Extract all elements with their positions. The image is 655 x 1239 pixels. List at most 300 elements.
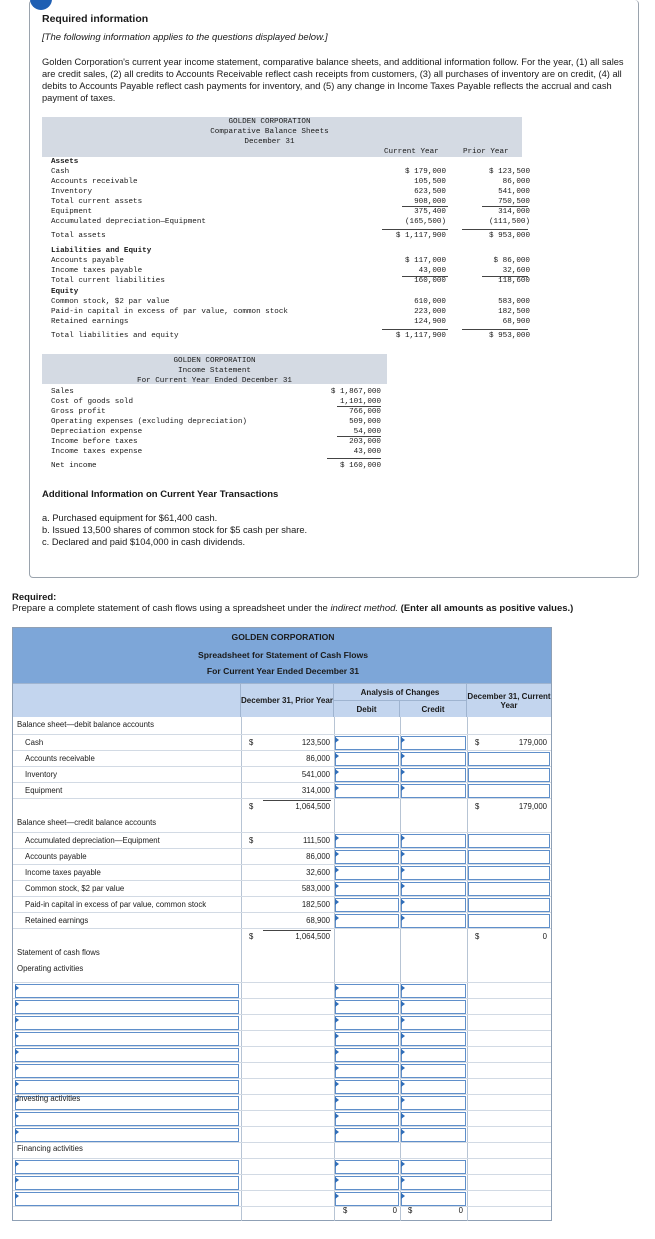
debit-input[interactable]: [335, 784, 399, 798]
input-marker-icon: [335, 1001, 339, 1007]
row-divider: [13, 1030, 551, 1031]
row-divider: [13, 1078, 551, 1079]
input-marker-icon: [335, 1097, 339, 1103]
is-row-label: Cost of goods sold: [51, 398, 134, 406]
input-marker-icon: [15, 1033, 19, 1039]
dollar-sign: $: [249, 932, 254, 941]
is-row-label: Operating expenses (excluding depreciation): [51, 418, 247, 426]
col-head-current: December 31, Current Year: [467, 683, 551, 717]
intro-paragraph: Golden Corporation's current year income statement, comparative balance sheets, and additional information follow. For the year, (1) all sales are credit sales, (2) all credits to Accounts Receivable reflect cash receipts from customers, (3) all purchases of inventory are on credit, (4) all debits to Accounts Payable reflect cash payments for inventory, and (5) any change in Income Taxes Payable reflects the accrual and cash payment of taxes.: [42, 57, 624, 103]
debit-total-prior: 1,064,500: [295, 802, 330, 811]
col-head-analysis: Analysis of Changes: [334, 683, 467, 700]
credit-input[interactable]: [401, 768, 466, 782]
input-marker-icon: [335, 1113, 339, 1119]
credit-input[interactable]: [401, 1032, 466, 1046]
debit-grand-total: 0: [392, 1206, 397, 1215]
debit-input[interactable]: [335, 1112, 399, 1126]
input-marker-icon: [15, 1177, 19, 1183]
debit-input[interactable]: [335, 1048, 399, 1062]
activity-label-input[interactable]: [15, 1048, 239, 1062]
bs-rule: [402, 276, 448, 277]
comparative-balance-sheet: [42, 117, 530, 346]
required-heading: Required:: [12, 592, 57, 603]
credit-row-label: Retained earnings: [25, 916, 89, 925]
col-head-credit: Credit: [400, 700, 467, 717]
input-marker-icon: [401, 1097, 405, 1103]
debit-row-label: Cash: [25, 738, 44, 747]
row-divider: [13, 1190, 551, 1191]
is-row-value: 509,000: [349, 418, 381, 426]
row-divider: [13, 1126, 551, 1127]
is-row-value: 203,000: [349, 438, 381, 446]
input-marker-icon: [15, 1161, 19, 1167]
input-marker-icon: [335, 835, 339, 841]
input-marker-icon: [401, 851, 405, 857]
bs-row-prior: 314,000: [498, 208, 530, 216]
debit-input[interactable]: [335, 752, 399, 766]
bs-equity-label: Common stock, $2 par value: [51, 298, 170, 306]
bs-col-prior: Prior Year: [463, 148, 509, 156]
input-marker-icon: [401, 899, 405, 905]
input-marker-icon: [401, 1193, 405, 1199]
current-year-input[interactable]: [468, 834, 550, 848]
is-row-label: Sales: [51, 388, 74, 396]
financing-heading: Financing activities: [17, 1144, 83, 1153]
credit-input[interactable]: [401, 898, 466, 912]
bs-rule: [482, 276, 528, 277]
credit-row-prior: 182,500: [301, 900, 330, 909]
bs-liab-prior: $ 86,000: [493, 257, 530, 265]
input-marker-icon: [401, 1001, 405, 1007]
bs-equity-label: Paid-in capital in excess of par value, common stock: [51, 308, 288, 316]
dollar-sign: $: [249, 802, 254, 811]
bs-equity-current: 124,900: [414, 318, 446, 326]
dollar-sign: $: [475, 932, 480, 941]
input-marker-icon: [15, 985, 19, 991]
bs-rule: [482, 206, 528, 207]
credit-row-label: Accounts payable: [25, 852, 87, 861]
input-marker-icon: [335, 785, 339, 791]
bs-row-prior: 750,500: [498, 198, 530, 206]
bs-rule: [382, 329, 448, 330]
bs-rule: [462, 229, 528, 230]
input-marker-icon: [401, 737, 405, 743]
input-marker-icon: [401, 1177, 405, 1183]
row-divider: [13, 1174, 551, 1175]
activity-label-input[interactable]: [15, 1080, 239, 1094]
is-row-label: Depreciation expense: [51, 428, 143, 436]
bs-equity-label: Total liabilities and equity: [51, 332, 179, 340]
sheet-period: For Current Year Ended December 31: [206, 666, 360, 676]
input-marker-icon: [15, 1001, 19, 1007]
debit-accounts-heading: Balance sheet—debit balance accounts: [17, 720, 154, 729]
row-divider: [13, 848, 551, 849]
input-marker-icon: [401, 1017, 405, 1023]
bs-row-prior: $ 953,000: [488, 232, 530, 240]
cash-flow-spreadsheet: [12, 627, 552, 1221]
current-year-input[interactable]: [468, 768, 550, 782]
activity-label-input[interactable]: [15, 1064, 239, 1078]
total-rule: [263, 930, 331, 931]
input-marker-icon: [401, 1129, 405, 1135]
row-divider: [13, 1142, 551, 1143]
bs-col-current: Current Year: [384, 148, 439, 156]
sheet-title: Spreadsheet for Statement of Cash Flows: [198, 650, 368, 660]
debit-input[interactable]: [335, 984, 399, 998]
bs-liab-current: $ 117,000: [404, 257, 446, 265]
input-marker-icon: [335, 1161, 339, 1167]
bs-rule: [462, 329, 528, 330]
input-marker-icon: [335, 985, 339, 991]
input-marker-icon: [335, 1033, 339, 1039]
credit-input[interactable]: [401, 1128, 466, 1142]
bs-row-current: 623,500: [414, 188, 446, 196]
input-marker-icon: [401, 753, 405, 759]
activity-label-input[interactable]: [15, 1032, 239, 1046]
input-marker-icon: [401, 1161, 405, 1167]
debit-input[interactable]: [335, 1016, 399, 1030]
is-row-label: Income before taxes: [51, 438, 138, 446]
col-head-debit: Debit: [334, 700, 400, 717]
current-year-input[interactable]: [468, 784, 550, 798]
is-rule: [337, 436, 381, 437]
debit-input[interactable]: [335, 768, 399, 782]
bs-row-label: Cash: [51, 168, 70, 176]
input-marker-icon: [15, 1113, 19, 1119]
is-rule: [337, 406, 381, 407]
credit-row-label: Paid-in capital in excess of par value, common stock: [25, 900, 207, 909]
bs-liab-current: 43,000: [418, 267, 446, 275]
input-marker-icon: [335, 867, 339, 873]
credit-input[interactable]: [401, 784, 466, 798]
debit-input[interactable]: [335, 898, 399, 912]
input-marker-icon: [335, 1065, 339, 1071]
current-year-input[interactable]: [468, 752, 550, 766]
credit-row-label: Accumulated depreciation—Equipment: [25, 836, 160, 845]
dollar-sign: $: [343, 1206, 348, 1215]
credit-input[interactable]: [401, 1176, 466, 1190]
debit-input[interactable]: [335, 1000, 399, 1014]
grid-line: [241, 717, 242, 1221]
row-divider: [13, 1158, 551, 1159]
debit-row-prior: 123,500: [301, 738, 330, 747]
dollar-sign: $: [408, 1206, 413, 1215]
required-info-title: Required information: [42, 13, 149, 25]
credit-accounts-heading: Balance sheet—credit balance accounts: [17, 818, 157, 827]
input-marker-icon: [15, 1129, 19, 1135]
debit-input[interactable]: [335, 1096, 399, 1110]
activity-label-input[interactable]: [15, 1128, 239, 1142]
input-marker-icon: [335, 851, 339, 857]
activity-label-input[interactable]: [15, 1016, 239, 1030]
is-row-label: Gross profit: [51, 408, 106, 416]
bs-liab-prior: 32,600: [502, 267, 530, 275]
required-info-subtitle: [The following information applies to the questions displayed below.]: [42, 32, 328, 43]
bs-row-label: Equipment: [51, 208, 93, 216]
bs-equity-prior: 68,900: [502, 318, 530, 326]
bs-row-current: 375,400: [414, 208, 446, 216]
debit-row-prior: 314,000: [301, 786, 330, 795]
debit-row-label: Inventory: [25, 770, 58, 779]
debit-row-label: Accounts receivable: [25, 754, 95, 763]
is-row-value: $ 160,000: [339, 462, 381, 470]
required-bold: (Enter all amounts as positive values.): [398, 603, 574, 614]
bs-date: December 31: [244, 138, 295, 146]
input-marker-icon: [401, 867, 405, 873]
debit-input[interactable]: [335, 1128, 399, 1142]
credit-input[interactable]: [401, 1048, 466, 1062]
debit-input[interactable]: [335, 1160, 399, 1174]
input-marker-icon: [401, 785, 405, 791]
col-head-prior: December 31, Prior Year: [241, 683, 334, 717]
dollar-sign: $: [475, 802, 480, 811]
bs-row-label: Total assets: [51, 232, 106, 240]
debit-input[interactable]: [335, 1176, 399, 1190]
debit-input[interactable]: [335, 736, 399, 750]
credit-total-current: 0: [542, 932, 547, 941]
activity-label-input[interactable]: [15, 1176, 239, 1190]
credit-row-label: Income taxes payable: [25, 868, 101, 877]
input-marker-icon: [335, 899, 339, 905]
input-marker-icon: [335, 769, 339, 775]
credit-row-prior: 111,500: [302, 836, 330, 845]
additional-info-title: Additional Information on Current Year Transactions: [42, 489, 279, 500]
is-row-value: 1,101,000: [339, 398, 381, 406]
input-marker-icon: [15, 1081, 19, 1087]
credit-row-prior: 86,000: [306, 852, 330, 861]
bs-row-prior: 541,000: [498, 188, 530, 196]
debit-input[interactable]: [335, 882, 399, 896]
current-year-input[interactable]: [468, 898, 550, 912]
credit-input[interactable]: [401, 882, 466, 896]
debit-row-prior: 86,000: [306, 754, 330, 763]
bs-rule: [402, 206, 448, 207]
current-year-input[interactable]: [468, 882, 550, 896]
total-rule: [263, 800, 331, 801]
is-row-value: 54,000: [353, 428, 381, 436]
row-divider: [13, 1110, 551, 1111]
bs-row-prior: (111,500): [488, 218, 530, 226]
bs-equity-current: 223,000: [414, 308, 446, 316]
additional-item-a: a. Purchased equipment for $61,400 cash.: [42, 513, 218, 523]
bs-equity-prior: 583,000: [498, 298, 530, 306]
input-marker-icon: [335, 915, 339, 921]
is-row-label: Income taxes expense: [51, 448, 143, 456]
credit-row-prior: 583,000: [301, 884, 330, 893]
bs-equity-prior: $ 953,000: [488, 332, 530, 340]
row-divider: [13, 832, 551, 833]
dollar-sign: $: [249, 738, 254, 747]
row-divider: [13, 998, 551, 999]
bs-row-prior: 86,000: [502, 178, 530, 186]
row-divider: [13, 766, 551, 767]
debit-total-current: 179,000: [518, 802, 547, 811]
debit-input[interactable]: [335, 1192, 399, 1206]
bs-row-current: 908,000: [414, 198, 446, 206]
credit-input[interactable]: [401, 1112, 466, 1126]
required-information-card: [29, 0, 639, 578]
bs-row-label: Inventory: [51, 188, 93, 196]
is-row-label: Net income: [51, 462, 97, 470]
bs-row-label: Total current assets: [51, 198, 143, 206]
credit-input[interactable]: [401, 752, 466, 766]
is-company: GOLDEN CORPORATION: [173, 357, 256, 365]
input-marker-icon: [335, 1049, 339, 1055]
additional-item-b: b. Issued 13,500 shares of common stock for $5 cash per share.: [42, 525, 308, 535]
credit-input[interactable]: [401, 866, 466, 880]
current-year-input[interactable]: [468, 850, 550, 864]
credit-row-prior: 32,600: [306, 868, 330, 877]
current-year-input[interactable]: [468, 914, 550, 928]
row-divider: [13, 734, 551, 735]
input-marker-icon: [335, 1177, 339, 1183]
row-divider: [13, 782, 551, 783]
investing-heading: Investing activities: [17, 1094, 81, 1103]
row-divider: [13, 928, 551, 929]
credit-input[interactable]: [401, 1016, 466, 1030]
bs-row-current: (165,500): [404, 218, 446, 226]
credit-row-prior: 68,900: [306, 916, 330, 925]
required-instructions: [12, 603, 573, 614]
input-marker-icon: [335, 883, 339, 889]
row-divider: [13, 1206, 551, 1207]
bs-row-label: Accounts receivable: [51, 178, 138, 186]
row-divider: [13, 982, 551, 983]
credit-input[interactable]: [401, 1064, 466, 1078]
credit-total-prior: 1,064,500: [295, 932, 330, 941]
is-rule: [327, 458, 381, 459]
bs-row-label: Accumulated depreciation—Equipment: [51, 218, 206, 226]
bs-equity-current: 610,000: [414, 298, 446, 306]
is-row-value: 766,000: [349, 408, 381, 416]
dollar-sign: $: [475, 738, 480, 747]
row-divider: [13, 1046, 551, 1047]
input-marker-icon: [335, 1081, 339, 1087]
debit-row-prior: 541,000: [301, 770, 330, 779]
activity-label-input[interactable]: [15, 984, 239, 998]
credit-row-label: Common stock, $2 par value: [25, 884, 125, 893]
debit-input[interactable]: [335, 914, 399, 928]
input-marker-icon: [335, 1129, 339, 1135]
bs-title: Comparative Balance Sheets: [210, 128, 329, 136]
bs-row-current: 105,500: [414, 178, 446, 186]
credit-input[interactable]: [401, 1192, 466, 1206]
input-marker-icon: [401, 769, 405, 775]
row-divider: [13, 1094, 551, 1095]
input-marker-icon: [335, 753, 339, 759]
activity-label-input[interactable]: [15, 1112, 239, 1126]
bs-equity-prior: 182,500: [498, 308, 530, 316]
credit-input[interactable]: [401, 1000, 466, 1014]
debit-input[interactable]: [335, 1064, 399, 1078]
bs-liab-current: 160,000: [414, 277, 446, 285]
dollar-sign: $: [249, 836, 254, 845]
input-marker-icon: [15, 1049, 19, 1055]
cash-flows-heading: Statement of cash flows: [17, 948, 100, 957]
credit-grand-total: 0: [458, 1206, 463, 1215]
is-row-value: $ 1,867,000: [330, 388, 381, 396]
row-divider: [13, 896, 551, 897]
input-marker-icon: [335, 737, 339, 743]
bs-equity-heading: Equity: [51, 288, 79, 296]
input-marker-icon: [401, 835, 405, 841]
credit-input[interactable]: [401, 834, 466, 848]
debit-row-label: Equipment: [25, 786, 63, 795]
required-italic: indirect method.: [330, 603, 399, 614]
bs-liab-heading: Liabilities and Equity: [51, 247, 152, 255]
activity-label-input[interactable]: [15, 1000, 239, 1014]
bs-equity-current: $ 1,117,900: [395, 332, 446, 340]
input-marker-icon: [15, 1017, 19, 1023]
activity-label-input[interactable]: [15, 1160, 239, 1174]
credit-input[interactable]: [401, 1080, 466, 1094]
bs-row-current: $ 179,000: [404, 168, 446, 176]
is-title: Income Statement: [178, 367, 251, 375]
row-divider: [13, 1014, 551, 1015]
bs-company: GOLDEN CORPORATION: [228, 118, 311, 126]
row-divider: [13, 880, 551, 881]
input-marker-icon: [401, 985, 405, 991]
input-marker-icon: [401, 1081, 405, 1087]
info-badge-icon: [30, 0, 52, 10]
credit-input[interactable]: [401, 850, 466, 864]
income-statement: [42, 354, 387, 474]
activity-label-input[interactable]: [15, 1192, 239, 1206]
debit-input[interactable]: [335, 834, 399, 848]
debit-input[interactable]: [335, 850, 399, 864]
is-period: For Current Year Ended December 31: [137, 377, 292, 385]
debit-input[interactable]: [335, 866, 399, 880]
debit-row-current: 179,000: [518, 738, 547, 747]
input-marker-icon: [335, 1017, 339, 1023]
bs-liab-label: Income taxes payable: [51, 267, 143, 275]
row-divider: [13, 798, 551, 799]
row-divider: [13, 912, 551, 913]
sheet-company: GOLDEN CORPORATION: [231, 632, 335, 642]
input-marker-icon: [401, 1113, 405, 1119]
input-marker-icon: [401, 1065, 405, 1071]
input-marker-icon: [15, 1065, 19, 1071]
bs-liab-label: Accounts payable: [51, 257, 124, 265]
credit-input[interactable]: [401, 736, 466, 750]
bs-equity-label: Retained earnings: [51, 318, 129, 326]
bs-row-prior: $ 123,500: [488, 168, 530, 176]
current-year-input[interactable]: [468, 866, 550, 880]
bs-row-current: $ 1,117,900: [395, 232, 446, 240]
input-marker-icon: [401, 1033, 405, 1039]
credit-input[interactable]: [401, 914, 466, 928]
debit-input[interactable]: [335, 1032, 399, 1046]
operating-heading: Operating activities: [17, 964, 84, 973]
row-divider: [13, 864, 551, 865]
is-row-value: 43,000: [353, 448, 381, 456]
credit-input[interactable]: [401, 1160, 466, 1174]
input-marker-icon: [401, 915, 405, 921]
row-divider: [13, 1062, 551, 1063]
required-text: Prepare a complete statement of cash flows using a spreadsheet under the: [12, 603, 331, 614]
credit-input[interactable]: [401, 984, 466, 998]
bs-liab-prior: 118,600: [498, 277, 530, 285]
input-marker-icon: [335, 1193, 339, 1199]
input-marker-icon: [401, 883, 405, 889]
credit-input[interactable]: [401, 1096, 466, 1110]
input-marker-icon: [401, 1049, 405, 1055]
col-head-blank: [13, 683, 241, 717]
input-marker-icon: [15, 1193, 19, 1199]
row-divider: [13, 750, 551, 751]
debit-input[interactable]: [335, 1080, 399, 1094]
bs-rule: [382, 229, 448, 230]
